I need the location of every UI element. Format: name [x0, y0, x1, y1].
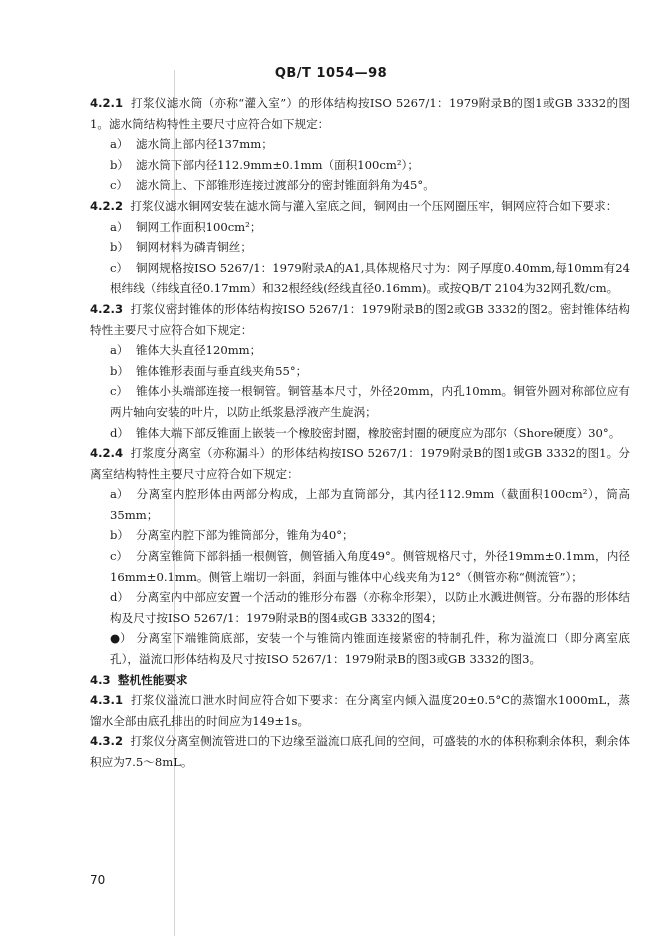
item-marker: b）: [110, 528, 130, 543]
item-text: 分离室下端锥筒底部，安装一个与锥筒内锥面连接紧密的特制孔件，称为溢流口（即分离室底孔），溢流口形体结构及尺寸按ISO 5267/1：1979附录B的图3或GB 3332的图3。: [110, 631, 630, 667]
clause-4-3-2: [90, 731, 630, 772]
item-text: 锥体大头直径120mm；: [136, 343, 262, 358]
list-item: [90, 587, 630, 628]
clause-text: 打浆仪滤水铜网安装在滤水筒与灌入室底之间，铜网由一个压网圈压牢，铜网应符合如下要求：: [130, 198, 618, 213]
item-text: 铜网工作面积100cm²；: [136, 219, 262, 234]
item-text: 锥体锥形表面与垂直线夹角55°；: [136, 363, 308, 378]
item-marker: b）: [110, 157, 130, 172]
list-item: [90, 381, 630, 422]
clause-4-2-4: [90, 443, 630, 484]
clause-number: 4.2.4: [90, 446, 124, 461]
item-text: 滤水筒下部内径112.9mm±0.1mm（面积100cm²）；: [136, 157, 419, 172]
clause-number: 4.2.3: [90, 301, 124, 316]
item-text: 锥体小头端部连接一根铜管。铜管基本尺寸，外径20mm，内孔10mm。铜管外圆对称部位应有两片轴向安装的叶片，以防止纸浆悬浮液产生旋涡；: [110, 384, 630, 419]
list-item: [90, 155, 630, 176]
list-item: [90, 361, 630, 382]
item-marker: b）: [110, 363, 130, 378]
body-text: [90, 93, 630, 773]
item-text: 铜网材料为磷青铜丝；: [136, 240, 252, 255]
clause-number: 4.2.1: [90, 96, 124, 110]
section-4-3-heading: [90, 670, 630, 691]
item-text: 滤水筒上部内径137mm；: [136, 137, 273, 152]
clause-text: 打浆仪溢流口泄水时间应符合如下要求：在分离室内倾入温度20±0.5°C的蒸馏水1000mL，蒸馏水全部由底孔排出的时间应为149±1s。: [90, 693, 630, 728]
item-marker: c）: [110, 384, 129, 399]
item-text: 铜网规格按ISO 5267/1：1979附录A的A1,具体规格尺寸为：网子厚度0.40mm,每10mm有24根纬线（纬线直径0.17mm）和32根经线(经线直径0.16mm)。或按QB/T 2104为32网孔数/cm。: [110, 260, 630, 296]
clause-4-2-2: [90, 196, 630, 217]
item-text: 分离室内中部应安置一个活动的锥形分布器（亦称伞形架），以防止水溅进侧管。分布器的形体结构及尺寸按ISO 5267/1：1979附录B的图4或GB 3332的图4；: [110, 590, 630, 625]
page-number: 70: [90, 873, 106, 887]
item-marker: d）: [110, 590, 130, 605]
item-text: 滤水筒上、下部锥形连接过渡部分的密封锥面斜角为45°。: [136, 178, 435, 193]
list-item: [90, 237, 630, 258]
clause-4-2-3: [90, 299, 630, 340]
item-marker: a）: [110, 137, 129, 152]
item-text: 分离室内腔形体由两部分构成，上部为直筒部分，其内径112.9mm（截面积100cm²），筒高35mm；: [110, 487, 630, 522]
list-item: [90, 217, 630, 238]
clause-4-3-1: [90, 690, 630, 731]
item-marker: b）: [110, 240, 130, 255]
item-marker: a）: [110, 487, 129, 502]
section-title: 整机性能要求: [117, 672, 188, 687]
list-item: [90, 628, 630, 669]
item-text: 锥体大端下部反锥面上嵌装一个橡胶密封圈，橡胶密封圈的硬度应为邵尔（Shore硬度）30°。: [136, 425, 621, 440]
list-item: [90, 546, 630, 587]
list-item: [90, 258, 630, 299]
clause-text: 打浆仪滤水筒（亦称“灌入室”）的形体结构按ISO 5267/1：1979附录B的图1或GB 3332的图1。滤水筒结构特性主要尺寸应符合如下规定：: [90, 96, 630, 131]
standard-header: QB/T 1054—98: [274, 66, 388, 81]
item-marker: ●）: [110, 631, 132, 646]
item-marker: c）: [110, 178, 129, 193]
list-item: [90, 484, 630, 525]
item-marker: c）: [110, 260, 129, 275]
list-item: [90, 423, 630, 444]
item-marker: d）: [110, 425, 130, 440]
section-number: 4.3: [90, 672, 111, 687]
item-marker: a）: [110, 219, 129, 234]
clause-number: 4.3.1: [90, 693, 124, 708]
item-text: 分离室锥筒下部斜插一根侧管，侧管插入角度49°。侧管规格尺寸，外径19mm±0.1mm，内径16mm±0.1mm。侧管上端切一斜面，斜面与锥体中心线夹角为12°（侧管亦称“侧流管”）；: [110, 549, 630, 584]
clause-text: 打浆仪密封锥体的形体结构按ISO 5267/1：1979附录B的图2或GB 3332的图2。密封锥体结构特性主要尺寸应符合如下规定：: [90, 301, 630, 337]
list-item: [90, 525, 630, 546]
list-item: [90, 340, 630, 361]
clause-text: 打浆度分离室（亦称漏斗）的形体结构按ISO 5267/1：1979附录B的图1或GB 3332的图1。分离室结构特性主要尺寸应符合如下规定：: [90, 446, 630, 481]
list-item: [90, 134, 630, 155]
clause-4-2-1: [90, 93, 630, 134]
item-marker: c）: [110, 549, 129, 564]
clause-text: 打浆仪分离室侧流管进口的下边缘至溢流口底孔间的空间，可盛装的水的体积称剩余体积，剩余体积应为7.5～8mL。: [90, 734, 630, 769]
item-text: 分离室内腔下部为锥筒部分，锥角为40°；: [136, 528, 354, 543]
item-marker: a）: [110, 343, 129, 358]
list-item: [90, 175, 630, 196]
clause-number: 4.2.2: [90, 198, 124, 213]
clause-number: 4.3.2: [90, 734, 124, 749]
